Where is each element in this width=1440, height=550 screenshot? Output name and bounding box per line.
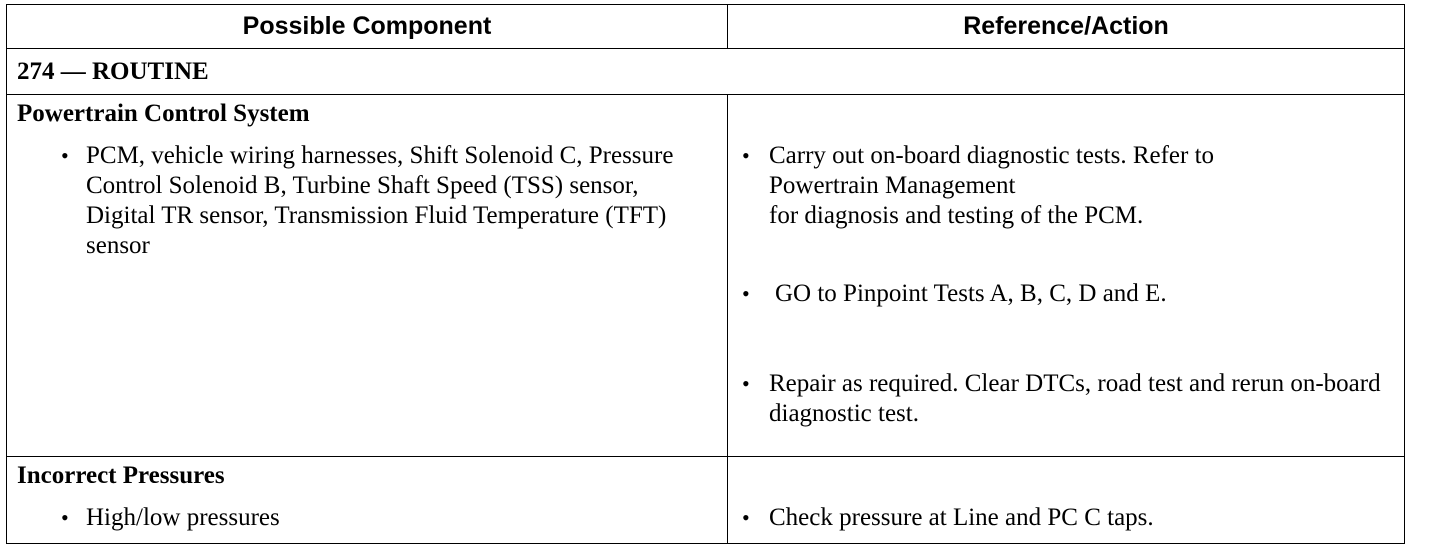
- header-row: [7, 5, 1405, 49]
- bullet-icon: •: [742, 505, 750, 530]
- action-text-line: for diagnosis and testing of the PCM.: [769, 202, 1144, 229]
- action-bullet: [742, 141, 1394, 231]
- bullet-icon: •: [742, 281, 750, 306]
- component-title: Powertrain Control System: [17, 100, 310, 127]
- action-cell: [728, 95, 1405, 457]
- routine-row: [7, 49, 1405, 95]
- action-text: Check pressure at Line and PC C taps.: [769, 504, 1154, 531]
- component-bullet: [61, 141, 697, 261]
- component-cell: [7, 95, 728, 457]
- table-row: [7, 95, 1405, 457]
- bullet-icon: •: [61, 143, 69, 168]
- action-bullet: [742, 503, 1394, 533]
- routine-label: 274 — ROUTINE: [7, 49, 1405, 95]
- bullet-icon: •: [61, 505, 69, 530]
- action-text: GO to Pinpoint Tests A, B, C, D and E.: [775, 280, 1167, 307]
- component-bullet: [61, 503, 697, 533]
- component-cell: [7, 457, 728, 544]
- action-text: Repair as required. Clear DTCs, road test and rerun on-board diagnostic test.: [769, 370, 1381, 427]
- bullet-icon: •: [742, 143, 750, 168]
- action-bullet: [742, 369, 1384, 429]
- component-bullet-text: PCM, vehicle wiring harnesses, Shift Solenoid C, Pressure Control Solenoid B, Turbine Shaft Speed (TSS) sensor, Digital TR sensor, Transmission Fluid Temperature (TFT) sensor: [86, 142, 674, 259]
- action-cell: [728, 457, 1405, 544]
- action-text-line: Carry out on-board diagnostic tests. Refer to: [769, 142, 1215, 169]
- action-reference-link[interactable]: Powertrain Management: [769, 172, 1016, 199]
- component-title: Incorrect Pressures: [17, 462, 225, 489]
- table-row: [7, 457, 1405, 544]
- diagnostic-table: [6, 4, 1405, 544]
- action-bullet: [742, 279, 1394, 309]
- component-bullet-text: High/low pressures: [86, 504, 280, 531]
- header-possible-component: Possible Component: [7, 5, 728, 49]
- bullet-icon: •: [742, 371, 750, 396]
- header-reference-action: Reference/Action: [728, 5, 1405, 49]
